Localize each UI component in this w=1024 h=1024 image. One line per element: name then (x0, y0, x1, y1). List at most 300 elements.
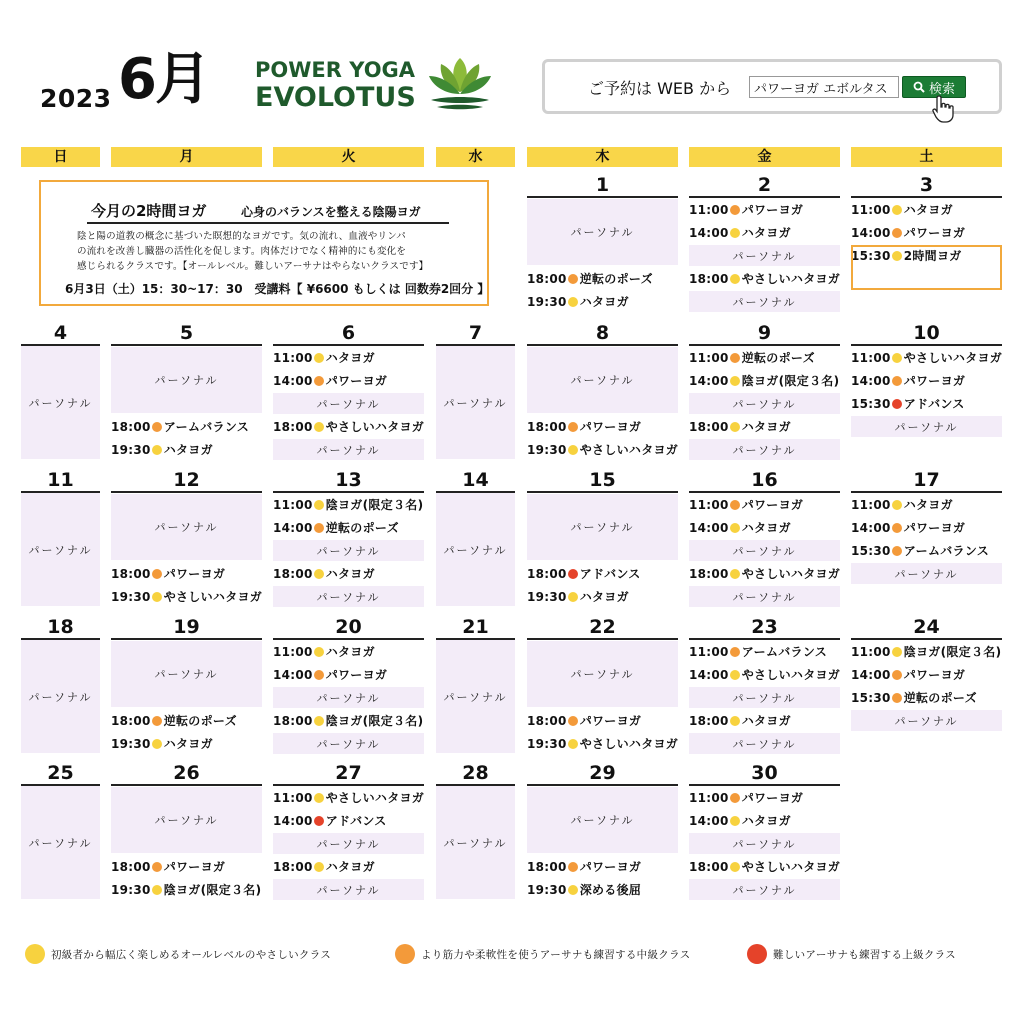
class-time: 18:00 (527, 859, 567, 874)
class-time: 19:30 (527, 294, 567, 309)
class-time: 18:00 (689, 859, 729, 874)
class-time: 14:00 (851, 520, 891, 535)
date-underline (527, 784, 678, 786)
class-time: 18:00 (111, 566, 151, 581)
class-time: 11:00 (851, 350, 891, 365)
page-header (0, 0, 1024, 140)
personal-slot[interactable]: パーソナル (273, 393, 424, 414)
featured-class-box (39, 180, 489, 306)
class-name: ハタヨガ (163, 443, 213, 457)
class-slot[interactable] (111, 562, 266, 585)
personal-slot[interactable]: パーソナル (436, 786, 515, 899)
class-time: 18:00 (689, 419, 729, 434)
class-name: ハタヨガ (741, 226, 791, 240)
class-name: やさしいハタヨガ (741, 272, 841, 286)
calendar-date: 21 (462, 616, 489, 638)
class-time: 18:00 (689, 566, 729, 581)
class-slot[interactable] (527, 562, 682, 585)
level-dot-icon (314, 793, 324, 803)
class-time: 14:00 (273, 520, 313, 535)
level-dot-icon (730, 569, 740, 579)
class-name: ハタヨガ (325, 860, 375, 874)
date-underline (111, 784, 262, 786)
class-slot[interactable] (527, 732, 682, 755)
class-name: 陰ヨガ(限定３名) (903, 645, 1002, 659)
personal-slot[interactable]: パーソナル (273, 439, 424, 460)
class-name: 2時間ヨガ (903, 249, 962, 263)
level-dot-icon (568, 445, 578, 455)
level-dot-icon (730, 647, 740, 657)
level-dot-icon (568, 297, 578, 307)
legend-item-2 (394, 944, 690, 964)
calendar-date: 13 (335, 469, 362, 491)
personal-slot[interactable]: パーソナル (527, 199, 678, 265)
date-underline (527, 638, 678, 640)
class-slot[interactable] (527, 855, 682, 878)
class-name: パワーヨガ (579, 860, 642, 874)
class-name: やさしいハタヨガ (325, 791, 425, 805)
dow-4: 木 (527, 147, 678, 167)
class-time: 14:00 (273, 667, 313, 682)
featured-description-1: 陰と陽の道教の概念に基づいた瞑想的なヨガです。気の流れ、血液やリンパ (77, 231, 406, 242)
calendar-date: 6 (341, 322, 356, 344)
class-name: ハタヨガ (579, 590, 629, 604)
class-slot[interactable] (111, 878, 266, 901)
date-underline (527, 344, 678, 346)
class-time: 11:00 (689, 202, 729, 217)
level-dot-icon (314, 670, 324, 680)
class-name: パワーヨガ (579, 714, 642, 728)
class-slot[interactable] (273, 562, 428, 585)
class-name: ハタヨガ (903, 203, 953, 217)
calendar-date: 2 (757, 174, 772, 196)
personal-slot[interactable]: パーソナル (689, 291, 840, 312)
calendar-date: 15 (589, 469, 616, 491)
class-slot[interactable] (689, 786, 844, 809)
dow-1: 月 (111, 147, 262, 167)
calendar-date: 5 (179, 322, 194, 344)
personal-slot[interactable]: パーソナル (689, 833, 840, 854)
level-dot-icon (152, 862, 162, 872)
level-dot-icon (892, 670, 902, 680)
calendar-date: 26 (173, 762, 200, 784)
class-name: ハタヨガ (741, 420, 791, 434)
class-slot[interactable] (851, 493, 1006, 516)
class-slot[interactable] (851, 346, 1006, 369)
level-dot-icon (730, 228, 740, 238)
featured-underline (87, 222, 449, 224)
class-time: 18:00 (527, 419, 567, 434)
level-dot-icon (314, 647, 324, 657)
calendar-date: 18 (47, 616, 74, 638)
class-time: 14:00 (689, 667, 729, 682)
class-slot[interactable] (851, 369, 1006, 392)
class-slot[interactable] (273, 663, 428, 686)
personal-slot[interactable]: パーソナル (21, 786, 100, 899)
class-slot[interactable] (689, 493, 844, 516)
class-name: アドバンス (325, 814, 387, 828)
personal-slot[interactable]: パーソナル (21, 346, 100, 459)
level-dot-icon (892, 376, 902, 386)
class-slot[interactable] (851, 686, 1006, 709)
class-name: ハタヨガ (741, 714, 791, 728)
class-slot[interactable] (527, 585, 682, 608)
legend-item-1 (24, 944, 331, 964)
class-name: パワーヨガ (903, 226, 966, 240)
calendar-date: 20 (335, 616, 362, 638)
level-dot-icon (892, 546, 902, 556)
date-underline (527, 196, 678, 198)
class-slot[interactable] (111, 709, 266, 732)
level-dot-icon (730, 670, 740, 680)
class-slot[interactable] (111, 855, 266, 878)
search-button-label: 検索 (928, 81, 955, 97)
class-slot[interactable] (273, 640, 428, 663)
class-time: 15:30 (851, 690, 891, 705)
calendar-date: 27 (335, 762, 362, 784)
class-slot[interactable] (689, 267, 844, 290)
personal-slot[interactable]: パーソナル (273, 586, 424, 607)
class-name: 逆転のポーズ (325, 521, 399, 535)
search-icon (913, 81, 925, 93)
dow-3: 水 (436, 147, 515, 167)
class-time: 19:30 (527, 589, 567, 604)
class-slot[interactable] (111, 732, 266, 755)
class-time: 11:00 (851, 497, 891, 512)
class-slot[interactable] (273, 346, 428, 369)
level-dot-icon (568, 274, 578, 284)
class-slot[interactable] (273, 855, 428, 878)
date-underline (111, 344, 262, 346)
dow-6: 土 (851, 147, 1002, 167)
featured-subtitle: 心身のバランスを整える陰陽ヨガ (241, 205, 421, 219)
personal-slot[interactable]: パーソナル (273, 687, 424, 708)
personal-slot[interactable]: パーソナル (21, 640, 100, 753)
personal-slot[interactable]: パーソナル (111, 494, 262, 560)
class-time: 14:00 (689, 373, 729, 388)
class-slot[interactable] (851, 392, 1006, 415)
calendar-date: 30 (751, 762, 778, 784)
level-dot-icon (730, 716, 740, 726)
class-slot[interactable] (689, 221, 844, 244)
featured-description-3: 感じられるクラスです。【オールレベル。難しいアーサナはやらないクラスです】 (77, 261, 429, 272)
class-time: 19:30 (111, 736, 151, 751)
level-dot-icon (152, 739, 162, 749)
class-name: やさしいハタヨガ (741, 567, 841, 581)
class-name: アームバランス (163, 420, 250, 434)
class-time: 11:00 (273, 644, 313, 659)
class-name: パワーヨガ (325, 374, 388, 388)
personal-slot[interactable]: パーソナル (273, 879, 424, 900)
level-dot-icon (892, 693, 902, 703)
class-slot[interactable] (527, 415, 682, 438)
calendar-date: 10 (913, 322, 940, 344)
calendar-date: 8 (595, 322, 610, 344)
featured-schedule-price: 6月3日（土）15：30~17：30 受講料【 ¥6600 もしくは 回数券2回分 】 (65, 282, 490, 296)
personal-slot[interactable]: パーソナル (851, 416, 1002, 437)
legend-text: 初級者から幅広く楽しめるオールレベルのやさしいクラス (51, 948, 332, 961)
personal-slot[interactable]: パーソナル (689, 733, 840, 754)
personal-slot[interactable]: パーソナル (527, 787, 678, 853)
class-slot[interactable] (851, 516, 1006, 539)
class-name: 逆転のポーズ (163, 714, 237, 728)
class-slot[interactable] (689, 709, 844, 732)
class-name: パワーヨガ (163, 860, 226, 874)
class-slot[interactable] (689, 663, 844, 686)
class-slot[interactable] (273, 516, 428, 539)
class-name: パワーヨガ (579, 420, 642, 434)
class-slot[interactable] (273, 709, 428, 732)
class-time: 11:00 (689, 790, 729, 805)
class-slot[interactable] (111, 438, 266, 461)
calendar-date: 17 (913, 469, 940, 491)
level-dot-icon (892, 500, 902, 510)
level-dot-icon (568, 739, 578, 749)
class-slot[interactable] (527, 438, 682, 461)
class-slot[interactable] (689, 369, 844, 392)
class-time: 11:00 (851, 644, 891, 659)
personal-slot[interactable]: パーソナル (273, 733, 424, 754)
personal-slot[interactable]: パーソナル (689, 540, 840, 561)
search-label: ご予約は WEB から (588, 79, 732, 98)
level-dot-icon (892, 647, 902, 657)
class-slot[interactable] (851, 640, 1006, 663)
level-dot-icon (314, 523, 324, 533)
class-time: 19:30 (111, 589, 151, 604)
class-slot[interactable] (111, 415, 266, 438)
class-time: 15:30 (851, 396, 891, 411)
class-time: 18:00 (273, 566, 313, 581)
class-slot[interactable] (273, 809, 428, 832)
level-dot-icon (730, 793, 740, 803)
class-time: 19:30 (527, 442, 567, 457)
class-slot[interactable] (273, 369, 428, 392)
level-dot-icon (314, 500, 324, 510)
class-time: 14:00 (851, 225, 891, 240)
legend-text: より筋力や柔軟性を使うアーサナも練習する中級クラス (421, 948, 691, 961)
class-name: ハタヨガ (741, 521, 791, 535)
calendar-date: 4 (53, 322, 68, 344)
class-time: 19:30 (527, 882, 567, 897)
level-dot-icon (314, 816, 324, 826)
class-slot[interactable] (689, 516, 844, 539)
level-dot-icon (568, 592, 578, 602)
calendar-date: 12 (173, 469, 200, 491)
level-dot-icon (730, 816, 740, 826)
class-time: 19:30 (527, 736, 567, 751)
level-dot-icon (152, 885, 162, 895)
brand-name-top: POWER YOGA (255, 58, 416, 82)
class-name: やさしいハタヨガ (163, 590, 263, 604)
class-name: 逆転のポーズ (741, 351, 815, 365)
class-time: 11:00 (689, 497, 729, 512)
class-name: やさしいハタヨガ (325, 420, 425, 434)
class-time: 14:00 (689, 813, 729, 828)
brand-name-bottom: EVOLOTUS (255, 82, 416, 113)
web-booking-search (542, 59, 1002, 114)
level-legend (24, 944, 1024, 968)
class-time: 18:00 (273, 859, 313, 874)
class-name: 陰ヨガ(限定３名) (741, 374, 840, 388)
personal-slot[interactable]: パーソナル (111, 787, 262, 853)
class-name: パワーヨガ (325, 668, 388, 682)
class-time: 18:00 (527, 713, 567, 728)
class-name: パワーヨガ (903, 521, 966, 535)
personal-slot[interactable]: パーソナル (436, 346, 515, 459)
level-dot-icon (152, 716, 162, 726)
dow-0: 日 (21, 147, 100, 167)
personal-slot[interactable]: パーソナル (689, 245, 840, 266)
class-slot[interactable] (689, 346, 844, 369)
personal-slot[interactable]: パーソナル (111, 641, 262, 707)
class-time: 14:00 (689, 225, 729, 240)
personal-slot[interactable]: パーソナル (273, 540, 424, 561)
class-time: 14:00 (273, 373, 313, 388)
personal-slot[interactable]: パーソナル (527, 494, 678, 560)
class-name: やさしいハタヨガ (903, 351, 1003, 365)
class-time: 18:00 (527, 271, 567, 286)
level-dot-icon (568, 716, 578, 726)
personal-slot[interactable]: パーソナル (689, 586, 840, 607)
class-name: やさしいハタヨガ (579, 737, 679, 751)
personal-slot[interactable]: パーソナル (689, 439, 840, 460)
class-name: 深める後屈 (579, 883, 642, 897)
class-time: 19:30 (111, 882, 151, 897)
personal-slot[interactable]: パーソナル (527, 347, 678, 413)
calendar-date: 29 (589, 762, 616, 784)
calendar-date: 19 (173, 616, 200, 638)
class-slot[interactable] (689, 809, 844, 832)
class-slot[interactable] (527, 878, 682, 901)
class-slot[interactable] (527, 267, 682, 290)
class-time: 14:00 (851, 373, 891, 388)
class-name: アドバンス (579, 567, 641, 581)
date-underline (111, 491, 262, 493)
personal-slot[interactable]: パーソナル (689, 879, 840, 900)
level-dot-icon (314, 422, 324, 432)
class-slot[interactable] (851, 663, 1006, 686)
calendar-date: 9 (757, 322, 772, 344)
class-name: パワーヨガ (903, 374, 966, 388)
personal-slot[interactable]: パーソナル (689, 393, 840, 414)
level-dot-icon (568, 862, 578, 872)
personal-slot[interactable]: パーソナル (273, 833, 424, 854)
lotus-logo-icon (425, 52, 495, 114)
class-name: 逆転のポーズ (903, 691, 977, 705)
calendar-date: 11 (47, 469, 74, 491)
class-slot[interactable] (689, 562, 844, 585)
level-dot-icon (747, 944, 767, 964)
class-slot[interactable] (527, 290, 682, 313)
class-time: 18:00 (111, 859, 151, 874)
class-time: 11:00 (273, 497, 313, 512)
class-time: 11:00 (689, 350, 729, 365)
class-slot[interactable] (851, 221, 1006, 244)
class-slot[interactable] (851, 198, 1006, 221)
class-name: やさしいハタヨガ (579, 443, 679, 457)
class-slot[interactable] (527, 709, 682, 732)
class-time: 15:30 (851, 248, 891, 263)
class-name: やさしいハタヨガ (741, 668, 841, 682)
personal-slot[interactable]: パーソナル (527, 641, 678, 707)
class-slot[interactable] (689, 198, 844, 221)
calendar-date: 3 (919, 174, 934, 196)
level-dot-icon (730, 500, 740, 510)
brand-logo (255, 58, 495, 118)
personal-slot[interactable]: パーソナル (689, 687, 840, 708)
level-dot-icon (152, 422, 162, 432)
days-of-week-header (0, 147, 1024, 167)
class-slot[interactable] (111, 585, 266, 608)
calendar-date: 14 (462, 469, 489, 491)
featured-description-2: の流れを改善し臓器の活性化を促します。肉体だけでなく精神的にも変化を (77, 246, 407, 257)
calendar-date: 7 (468, 322, 483, 344)
class-name: ハタヨガ (163, 737, 213, 751)
class-slot[interactable] (689, 855, 844, 878)
class-slot[interactable] (273, 415, 428, 438)
calendar-date: 28 (462, 762, 489, 784)
class-name: やさしいハタヨガ (741, 860, 841, 874)
calendar-date: 23 (751, 616, 778, 638)
level-dot-icon (314, 376, 324, 386)
class-name: 逆転のポーズ (579, 272, 653, 286)
level-dot-icon (314, 862, 324, 872)
personal-slot[interactable]: パーソナル (436, 493, 515, 606)
personal-slot[interactable]: パーソナル (21, 493, 100, 606)
class-slot[interactable] (273, 786, 428, 809)
level-dot-icon (730, 523, 740, 533)
personal-slot[interactable]: パーソナル (851, 563, 1002, 584)
personal-slot[interactable]: パーソナル (436, 640, 515, 753)
level-dot-icon (730, 274, 740, 284)
level-dot-icon (892, 353, 902, 363)
class-time: 18:00 (689, 713, 729, 728)
level-dot-icon (568, 422, 578, 432)
personal-slot[interactable]: パーソナル (111, 347, 262, 413)
date-underline (111, 638, 262, 640)
legend-item-3 (746, 944, 956, 964)
calendar-date: 22 (589, 616, 616, 638)
level-dot-icon (152, 445, 162, 455)
class-slot[interactable] (851, 539, 1006, 562)
level-dot-icon (892, 523, 902, 533)
class-name: ハタヨガ (325, 567, 375, 581)
search-input[interactable] (749, 76, 899, 98)
level-dot-icon (568, 569, 578, 579)
calendar-date: 24 (913, 616, 940, 638)
class-name: アームバランス (903, 544, 990, 558)
class-name: ハタヨガ (325, 351, 375, 365)
level-dot-icon (152, 592, 162, 602)
class-slot[interactable] (689, 415, 844, 438)
class-time: 14:00 (851, 667, 891, 682)
class-slot[interactable] (273, 493, 428, 516)
level-dot-icon (25, 944, 45, 964)
level-dot-icon (730, 353, 740, 363)
personal-slot[interactable]: パーソナル (851, 710, 1002, 731)
class-name: ハタヨガ (325, 645, 375, 659)
level-dot-icon (152, 569, 162, 579)
class-name: アームバランス (741, 645, 828, 659)
level-dot-icon (892, 399, 902, 409)
featured-title: 今月の2時間ヨガ (91, 202, 207, 220)
class-slot[interactable] (689, 640, 844, 663)
legend-text: 難しいアーサナも練習する上級クラス (773, 948, 956, 961)
calendar-date: 25 (47, 762, 74, 784)
class-time: 14:00 (273, 813, 313, 828)
class-name: ハタヨガ (579, 295, 629, 309)
calendar-date: 16 (751, 469, 778, 491)
